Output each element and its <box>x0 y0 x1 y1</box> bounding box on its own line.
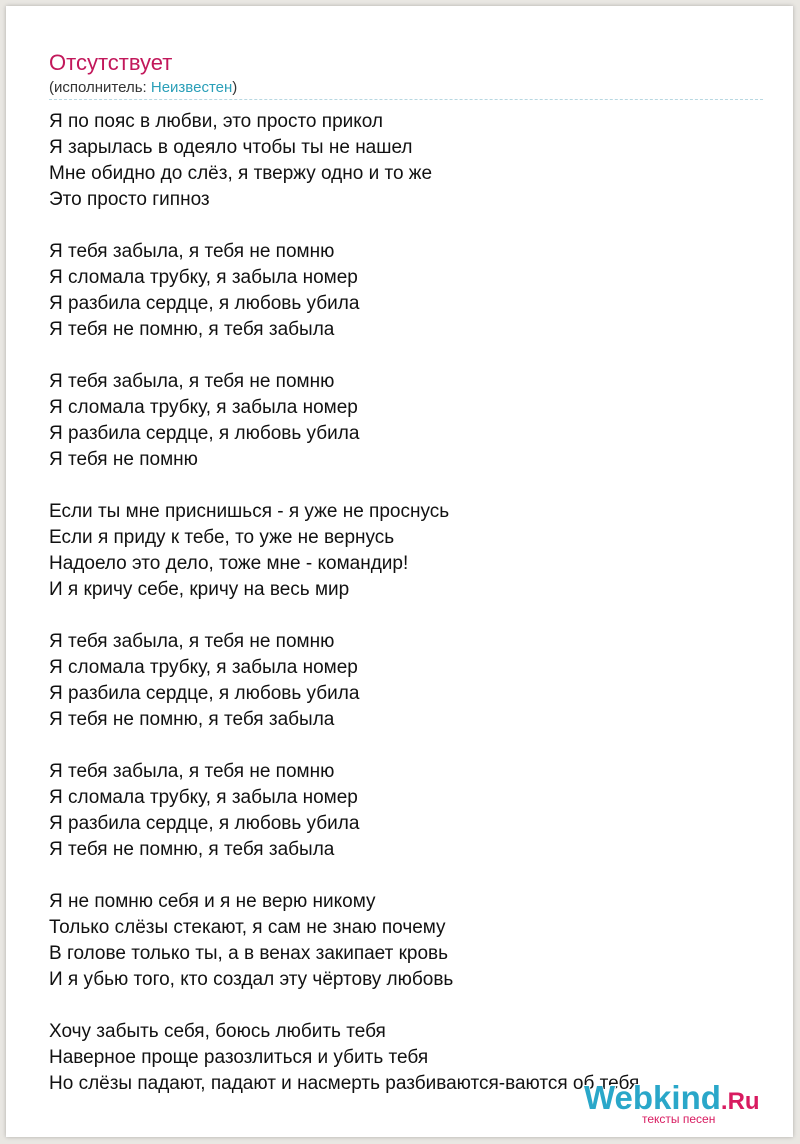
lyrics-line: Надоело это дело, тоже мне - командир! <box>49 553 409 574</box>
divider <box>49 99 763 100</box>
lyrics-line: В голове только ты, а в венах закипает кровь <box>49 943 449 964</box>
lyrics-stanza <box>49 629 749 733</box>
lyrics-line: Я сломала трубку, я забыла номер <box>49 657 358 678</box>
lyrics-line: Если я приду к тебе, то уже не вернусь <box>49 527 395 548</box>
lyrics-line: Я тебя не помню, я тебя забыла <box>49 319 335 340</box>
lyrics-line: Я не помню себя и я не верю никому <box>49 891 376 912</box>
lyrics-line: Я сломала трубку, я забыла номер <box>49 787 358 808</box>
lyrics-sheet <box>6 6 793 1137</box>
lyrics-line: Я разбила сердце, я любовь убила <box>49 423 360 444</box>
lyrics-line: Я тебя забыла, я тебя не помню <box>49 761 335 782</box>
logo-tld: .Ru <box>720 1088 760 1115</box>
logo-brand: Webkind <box>584 1079 721 1116</box>
lyrics-line: Только слёзы стекают, я сам не знаю почему <box>49 917 446 938</box>
lyrics-line: Я тебя забыла, я тебя не помню <box>49 241 335 262</box>
lyrics-line: Я тебя не помню, я тебя забыла <box>49 839 335 860</box>
lyrics-stanza <box>49 369 749 473</box>
lyrics-line: Я по пояс в любви, это просто прикол <box>49 111 384 132</box>
lyrics-line: Мне обидно до слёз, я твержу одно и то же <box>49 163 433 184</box>
lyrics-line: Я тебя не помню <box>49 449 198 470</box>
lyrics-line: И я кричу себе, кричу на весь мир <box>49 579 350 600</box>
lyrics-line: Я разбила сердце, я любовь убила <box>49 813 360 834</box>
lyrics-line: Это просто гипноз <box>49 189 210 210</box>
artist-prefix: (исполнитель: <box>49 79 151 96</box>
artist-link[interactable]: Неизвестен <box>150 79 233 96</box>
lyrics-line: Наверное проще разозлиться и убить тебя <box>49 1047 429 1068</box>
lyrics-line: Но слёзы падают, падают и насмерть разбиваются-ваются об тебя <box>49 1073 640 1094</box>
lyrics-line: Я тебя не помню, я тебя забыла <box>49 709 335 730</box>
lyrics-line: И я убью того, кто создал эту чёртову любовь <box>49 969 454 990</box>
lyrics-stanza <box>49 239 749 343</box>
lyrics-stanza <box>49 759 749 863</box>
lyrics-line: Хочу забыть себя, боюсь любить тебя <box>49 1021 386 1042</box>
lyrics-stanza <box>49 109 749 213</box>
webkind-logo <box>584 1078 784 1128</box>
logo-tagline: тексты песен <box>642 1112 716 1126</box>
artist-line <box>49 79 237 97</box>
lyrics-body <box>49 109 749 1123</box>
lyrics-line: Я тебя забыла, я тебя не помню <box>49 371 335 392</box>
lyrics-line: Я тебя забыла, я тебя не помню <box>49 631 335 652</box>
lyrics-line: Я зарылась в одеяло чтобы ты не нашел <box>49 137 413 158</box>
artist-suffix: ) <box>232 79 238 96</box>
song-title: Отсутствует <box>49 50 173 75</box>
lyrics-line: Если ты мне приснишься - я уже не проснусь <box>49 501 450 522</box>
lyrics-stanza <box>49 499 749 603</box>
lyrics-line: Я разбила сердце, я любовь убила <box>49 293 360 314</box>
lyrics-line: Я сломала трубку, я забыла номер <box>49 267 358 288</box>
lyrics-line: Я разбила сердце, я любовь убила <box>49 683 360 704</box>
lyrics-stanza <box>49 889 749 993</box>
lyrics-line: Я сломала трубку, я забыла номер <box>49 397 358 418</box>
